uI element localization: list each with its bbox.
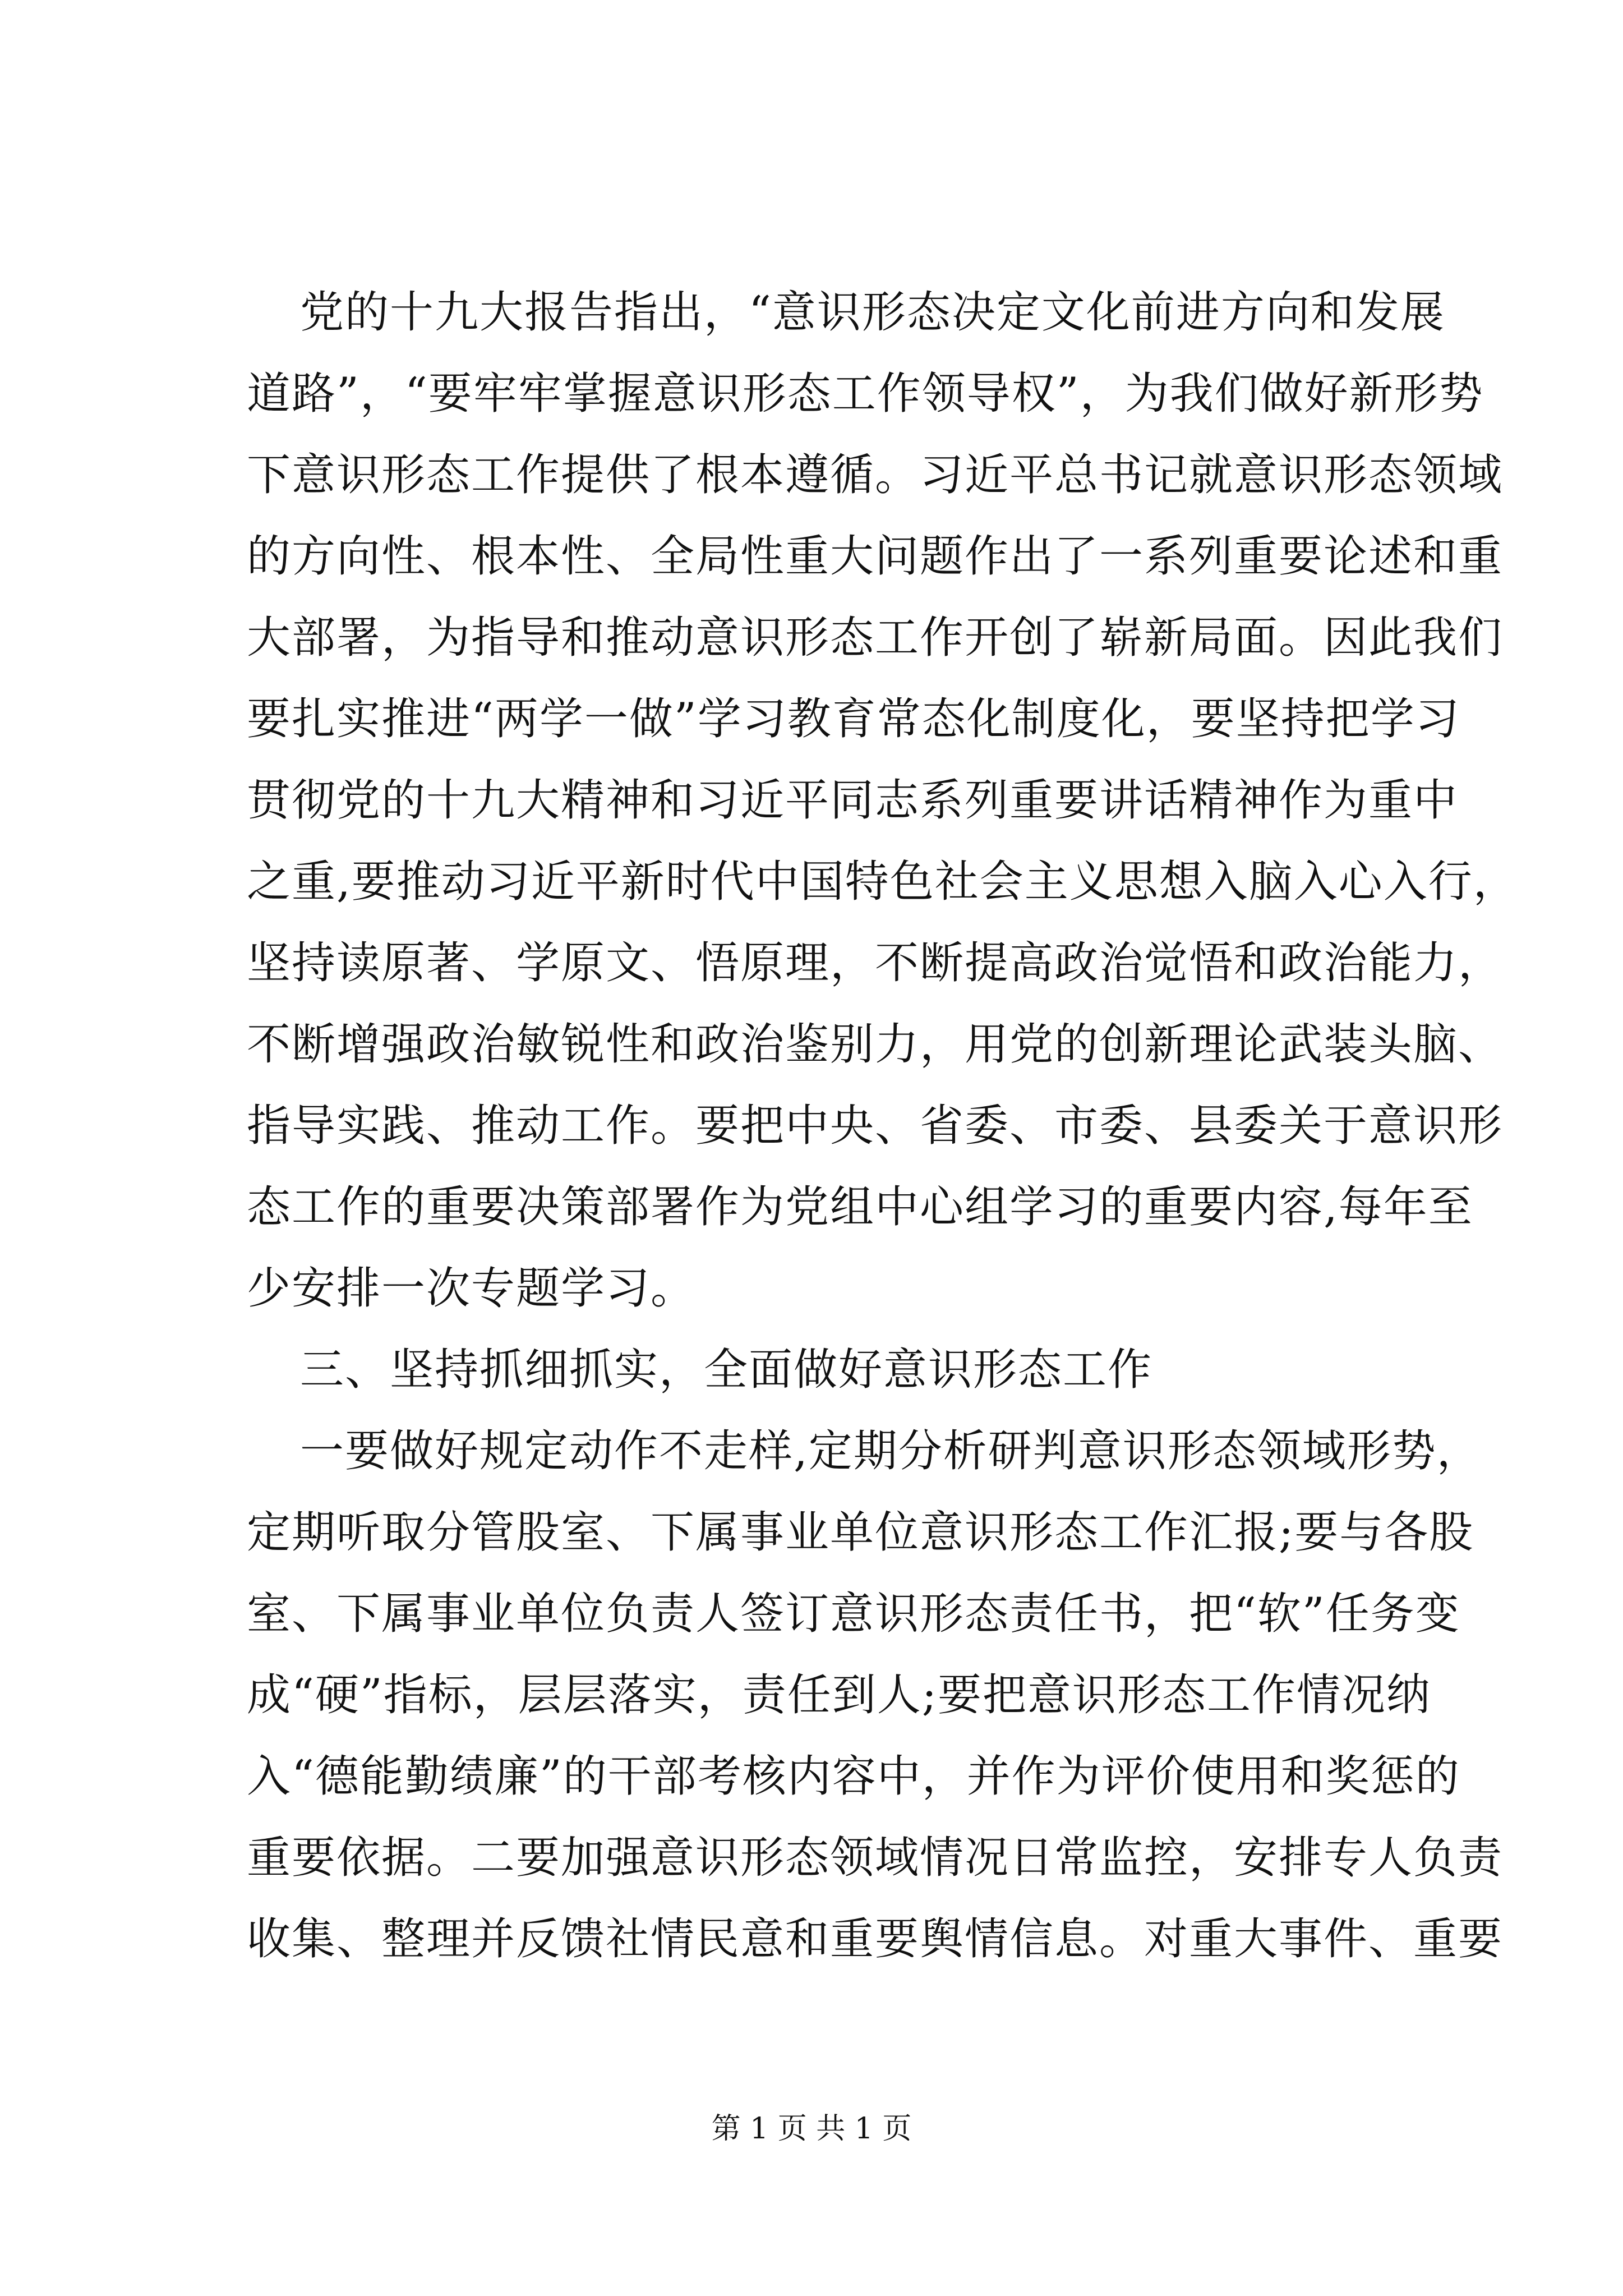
paragraph-line: 收集、整理并反馈社情民意和重要舆情信息。对重大事件、重要: [247, 1914, 1504, 1964]
paragraph-line: 入“德能勤绩廉”的干部考核内容中，并作为评价使用和奖惩的: [247, 1751, 1460, 1802]
paragraph-line: 态工作的重要决策部署作为党组中心组学习的重要内容,每年至: [247, 1182, 1473, 1232]
document-body: [247, 272, 1518, 1980]
paragraph-line: 之重,要推动习近平新时代中国特色社会主义思想入脑入心入行，: [247, 857, 1518, 907]
paragraph-line: 指导实践、推动工作。要把中央、省委、市委、县委关于意识形: [247, 1101, 1504, 1151]
paragraph-line: 少安排一次专题学习。: [247, 1263, 696, 1314]
paragraph-line: 党的十九大报告指出，“意识形态决定文化前进方向和发展: [300, 287, 1445, 338]
paragraph-line: 下意识形态工作提供了根本遵循。习近平总书记就意识形态领域: [247, 450, 1504, 500]
paragraph-line: 要扎实推进“两学一做”学习教育常态化制度化，要坚持把学习: [247, 694, 1460, 744]
paragraph-line: 道路”，“要牢牢掌握意识形态工作领导权”，为我们做好新形势: [247, 369, 1484, 419]
paragraph-line: 贯彻党的十九大精神和习近平同志系列重要讲话精神作为重中: [247, 775, 1459, 826]
paragraph-line: 成“硬”指标，层层落实，责任到人;要把意识形态工作情况纳: [247, 1670, 1432, 1720]
paragraph-line: 的方向性、根本性、全局性重大问题作出了一系列重要论述和重: [247, 531, 1504, 582]
paragraph-line: 不断增强政治敏锐性和政治鉴别力，用党的创新理论武装头脑、: [247, 1019, 1504, 1070]
paragraph-line: 坚持读原著、学原文、悟原理，不断提高政治觉悟和政治能力，: [247, 938, 1504, 988]
paragraph-line: 重要依据。二要加强意识形态领域情况日常监控，安排专人负责: [247, 1833, 1504, 1883]
paragraph-line: 室、下属事业单位负责人签订意识形态责任书，把“软”任务变: [247, 1589, 1460, 1639]
section-heading: 三、坚持抓细抓实，全面做好意识形态工作: [300, 1345, 1153, 1395]
page-footer: 第 1 页 共 1 页: [711, 2112, 912, 2146]
paragraph-line: 一要做好规定动作不走样,定期分析研判意识形态领域形势，: [300, 1426, 1482, 1476]
paragraph-line: 大部署，为指导和推动意识形态工作开创了崭新局面。因此我们: [247, 613, 1504, 663]
paragraph-line: 定期听取分管股室、下属事业单位意识形态工作汇报;要与各股: [247, 1507, 1474, 1558]
